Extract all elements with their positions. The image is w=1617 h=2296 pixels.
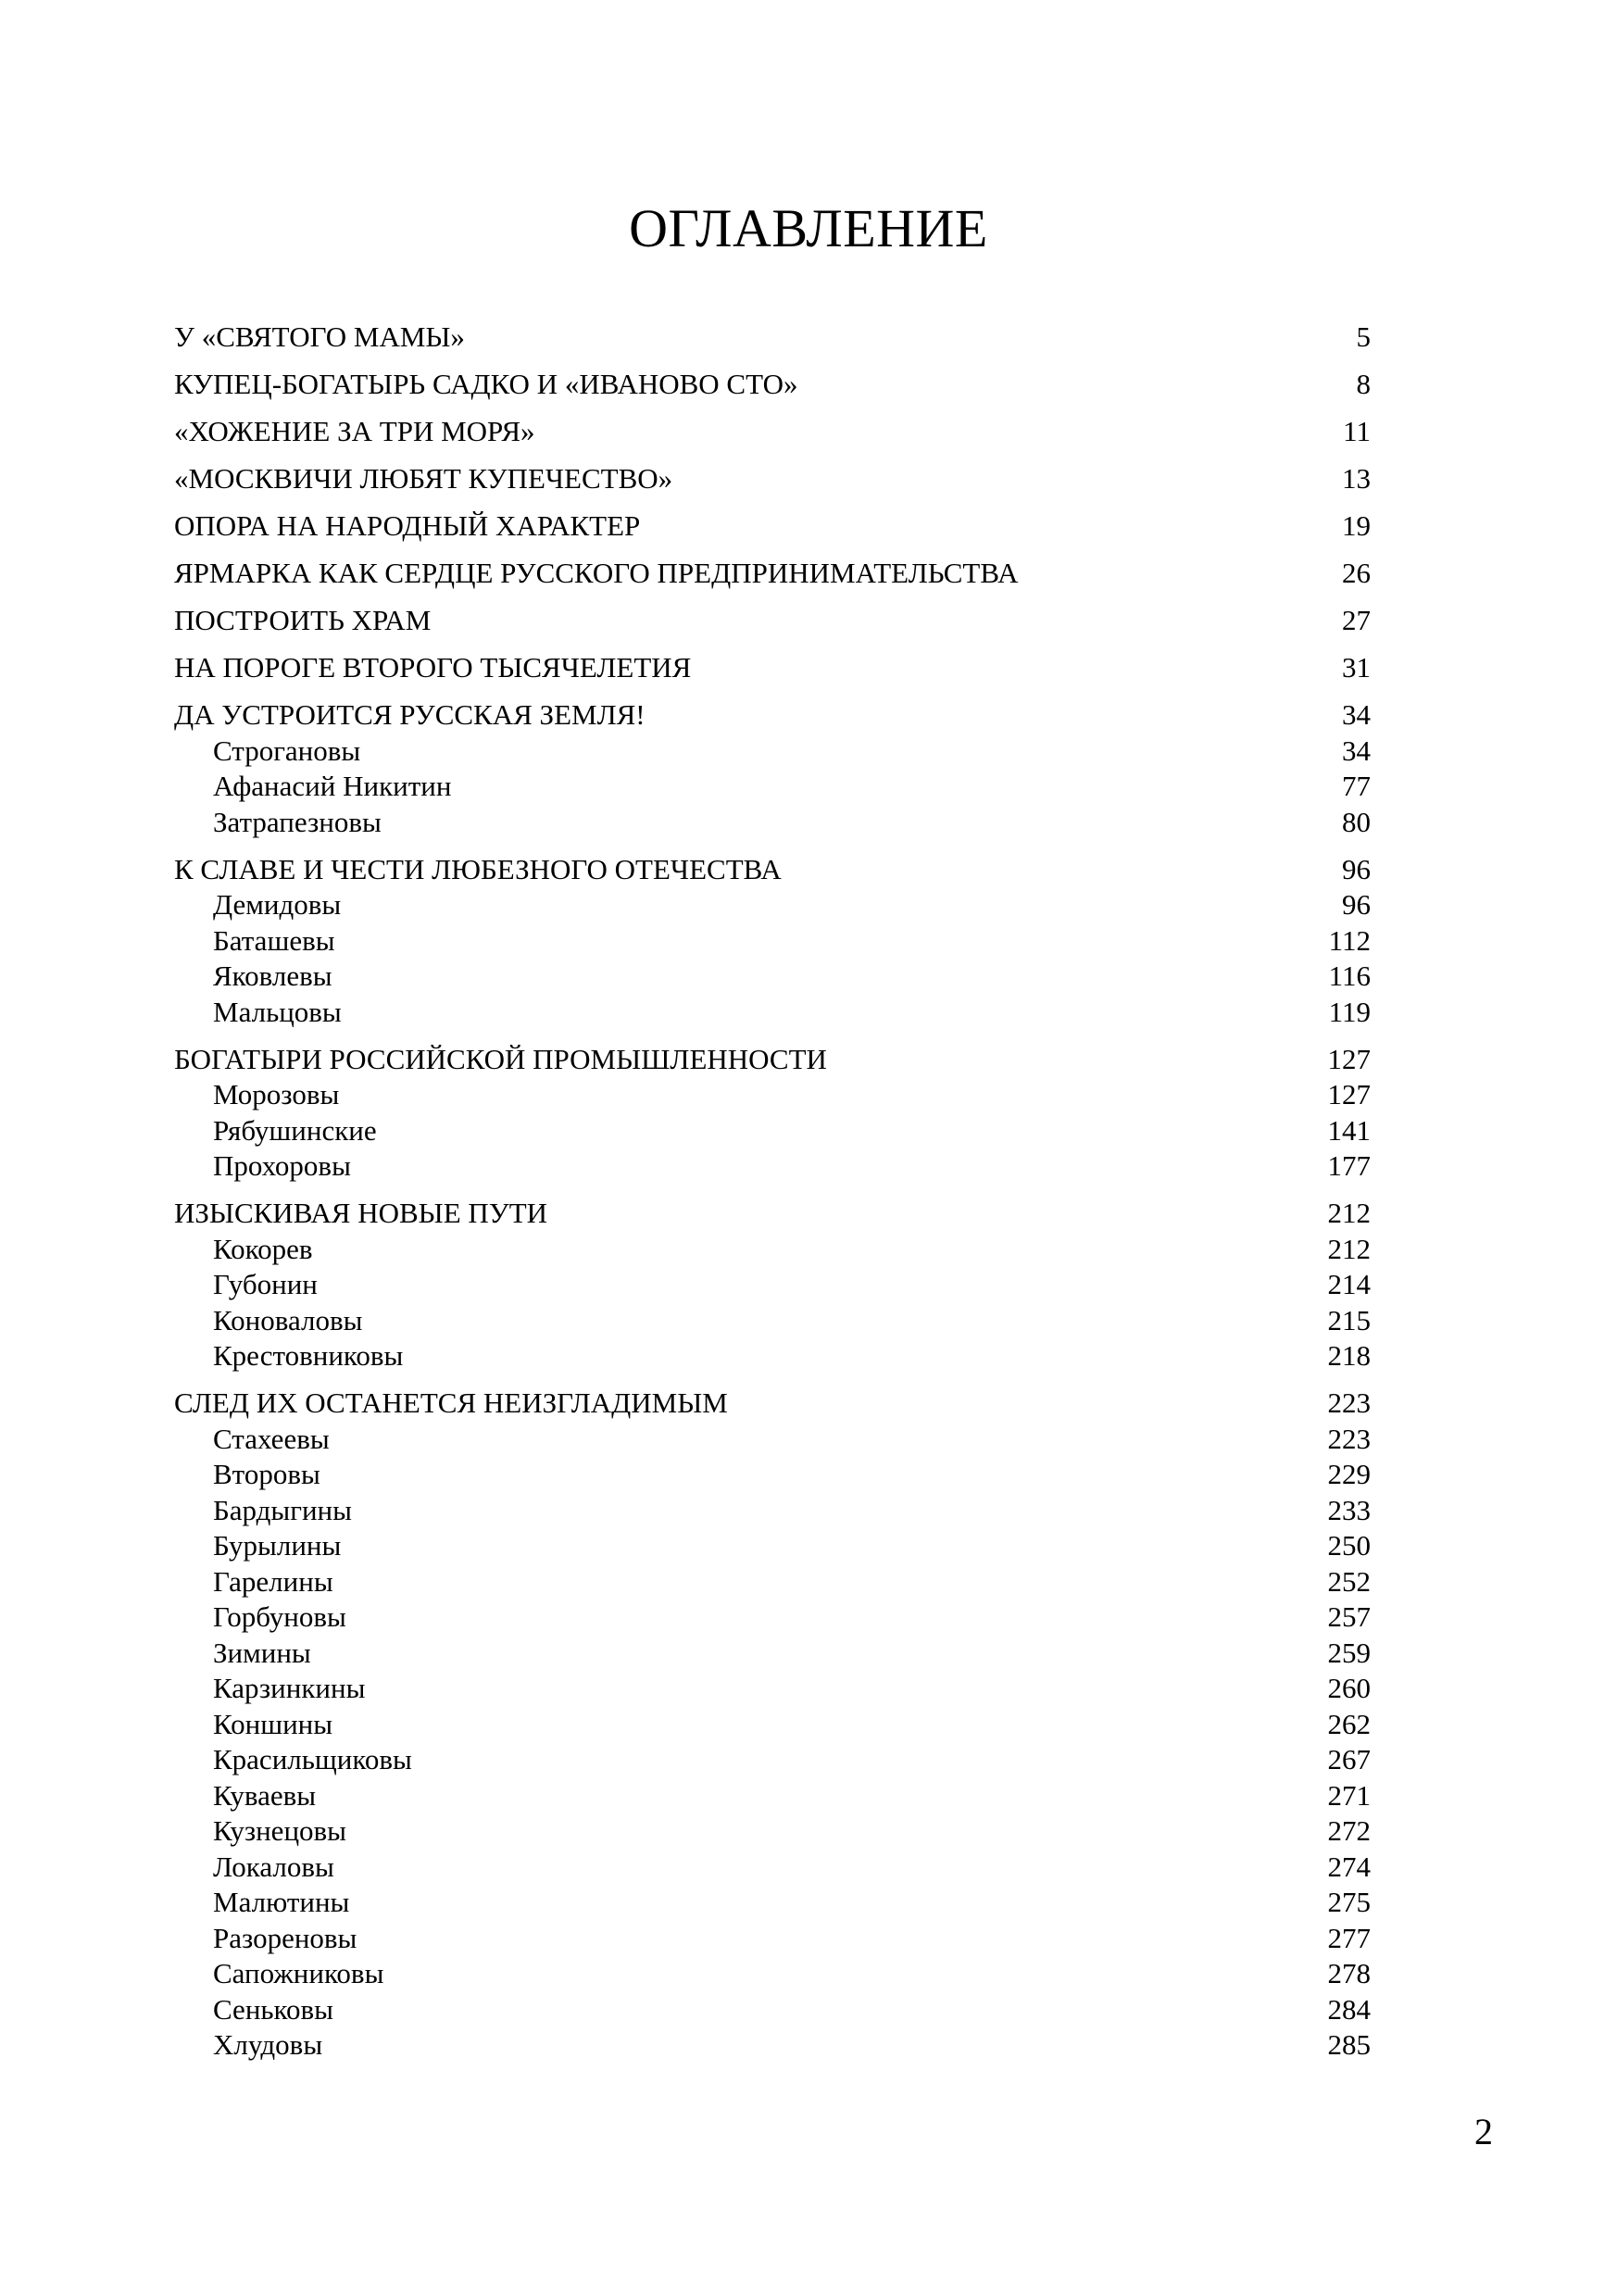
toc-subentry[interactable]: [174, 959, 1371, 995]
toc-chapter[interactable]: [174, 414, 1371, 450]
toc-subentry[interactable]: [174, 1422, 1371, 1458]
toc-chapter-page: 8: [1356, 368, 1371, 400]
toc-chapter-title: ДА УСТРОИТСЯ РУССКАЯ ЗЕМЛЯ!: [174, 698, 646, 731]
toc-chapter-page: 11: [1343, 415, 1371, 447]
toc-subentry-page: 214: [1327, 1268, 1371, 1300]
toc-subentry-title: Кузнецовы: [213, 1814, 346, 1847]
toc-subentry-title: Сеньковы: [213, 1992, 333, 2026]
toc-subentry-title: Строгановы: [213, 734, 361, 767]
toc-subentry-title: Малютины: [213, 1886, 350, 1918]
toc-subentry[interactable]: [174, 887, 1371, 923]
page-number: 2: [1474, 2111, 1493, 2152]
toc-subentry-title: Губонин: [213, 1268, 318, 1300]
toc-subentry-title: Баташевы: [213, 923, 335, 957]
toc-subentry[interactable]: [174, 734, 1371, 770]
toc-subentry-page: 267: [1327, 1743, 1371, 1775]
toc-subentry-title: Рябушинские: [213, 1113, 377, 1147]
toc-chapter[interactable]: [174, 1042, 1371, 1078]
toc-chapter-title: ИЗЫСКИВАЯ НОВЫЕ ПУТИ: [174, 1197, 548, 1229]
toc-subentry[interactable]: [174, 1303, 1371, 1339]
toc-subentry-page: 257: [1327, 1600, 1371, 1633]
toc-chapter-title: «ХОЖЕНИЕ ЗА ТРИ МОРЯ»: [174, 415, 535, 447]
toc-subentry-title: Прохоровы: [213, 1149, 351, 1182]
toc-subentry[interactable]: [174, 1636, 1371, 1672]
toc-chapter[interactable]: [174, 461, 1371, 497]
toc-subentry-page: 116: [1328, 960, 1371, 992]
table-of-contents: [174, 320, 1371, 2064]
toc-chapter-title: НА ПОРОГЕ ВТОРОГО ТЫСЯЧЕЛЕТИЯ: [174, 651, 692, 684]
toc-subentry[interactable]: [174, 1707, 1371, 1743]
toc-subentry-page: 77: [1342, 770, 1371, 802]
toc-subentry-page: 250: [1327, 1529, 1371, 1562]
toc-subentry-page: 177: [1327, 1149, 1371, 1182]
toc-chapter-title: КУПЕЦ-БОГАТЫРЬ САДКО И «ИВАНОВО СТО»: [174, 368, 798, 400]
toc-chapter[interactable]: [174, 1196, 1371, 1232]
toc-subentry[interactable]: [174, 1778, 1371, 1814]
toc-chapter-page: 223: [1327, 1386, 1371, 1419]
toc-subentry-title: Второвы: [213, 1458, 320, 1490]
toc-subentry[interactable]: [174, 1921, 1371, 1957]
toc-subentry-page: 229: [1327, 1458, 1371, 1490]
toc-chapter-title: БОГАТЫРИ РОССИЙСКОЙ ПРОМЫШЛЕННОСТИ: [174, 1042, 827, 1075]
toc-subentry-title: Мальцовы: [213, 995, 342, 1028]
toc-subentry-page: 233: [1327, 1493, 1371, 1526]
toc-subentry[interactable]: [174, 1885, 1371, 1921]
toc-subentry-title: Яковлевы: [213, 960, 332, 992]
toc-subentry-page: 285: [1327, 2028, 1371, 2061]
toc-subentry-title: Разореновы: [213, 1921, 357, 1954]
toc-subentry-title: Хлудовы: [213, 2028, 323, 2061]
toc-subentry[interactable]: [174, 1671, 1371, 1707]
toc-subentry[interactable]: [174, 1992, 1371, 2028]
toc-chapter-page: 5: [1356, 320, 1371, 353]
toc-subentry-page: 252: [1327, 1564, 1371, 1598]
toc-subentry[interactable]: [174, 1528, 1371, 1564]
toc-chapter[interactable]: [174, 556, 1371, 592]
toc-subentry[interactable]: [174, 1813, 1371, 1850]
toc-chapter-page: 212: [1327, 1197, 1371, 1229]
toc-subentry[interactable]: [174, 1113, 1371, 1149]
toc-subentry-page: 284: [1327, 1992, 1371, 2026]
toc-chapter[interactable]: [174, 367, 1371, 403]
toc-subentry-page: 96: [1342, 888, 1371, 921]
toc-subentry[interactable]: [174, 2027, 1371, 2064]
toc-subentry-page: 119: [1328, 995, 1371, 1028]
toc-subentry-page: 34: [1342, 734, 1371, 767]
toc-subentry-title: Демидовы: [213, 888, 342, 921]
toc-subentry-title: Гарелины: [213, 1564, 333, 1598]
toc-subentry[interactable]: [174, 769, 1371, 805]
toc-subentry-page: 212: [1327, 1232, 1371, 1265]
toc-subentry-title: Сапожниковы: [213, 1957, 384, 1989]
toc-subentry-page: 215: [1327, 1303, 1371, 1336]
toc-chapter-page: 26: [1342, 557, 1371, 589]
toc-chapter-title: К СЛАВЕ И ЧЕСТИ ЛЮБЕЗНОГО ОТЕЧЕСТВА: [174, 852, 782, 885]
toc-subentry[interactable]: [174, 1077, 1371, 1113]
toc-subentry[interactable]: [174, 1232, 1371, 1268]
toc-subentry[interactable]: [174, 923, 1371, 960]
toc-subentry-title: Крестовниковы: [213, 1339, 404, 1372]
toc-chapter[interactable]: [174, 603, 1371, 639]
toc-subentry-page: 112: [1328, 923, 1371, 957]
toc-chapter-title: СЛЕД ИХ ОСТАНЕТСЯ НЕИЗГЛАДИМЫМ: [174, 1386, 728, 1419]
toc-chapter-title: ОПОРА НА НАРОДНЫЙ ХАРАКТЕР: [174, 509, 641, 542]
toc-chapter-title: «МОСКВИЧИ ЛЮБЯТ КУПЕЧЕСТВО»: [174, 462, 673, 495]
toc-chapter[interactable]: [174, 320, 1371, 356]
toc-subentry-title: Коноваловы: [213, 1303, 363, 1336]
toc-chapter[interactable]: [174, 1386, 1371, 1422]
toc-subentry-page: 271: [1327, 1778, 1371, 1812]
toc-subentry-page: 275: [1327, 1886, 1371, 1918]
toc-chapter-page: 13: [1342, 462, 1371, 495]
toc-subentry[interactable]: [174, 1267, 1371, 1303]
toc-subentry[interactable]: [174, 1493, 1371, 1529]
toc-subentry-title: Афанасий Никитин: [213, 770, 452, 802]
toc-subentry-title: Красильщиковы: [213, 1743, 412, 1775]
toc-subentry[interactable]: [174, 1742, 1371, 1778]
toc-subentry-title: Зимины: [213, 1636, 311, 1669]
toc-subentry-title: Карзинкины: [213, 1672, 366, 1704]
toc-subentry-title: Бурылины: [213, 1529, 342, 1562]
toc-subentry-page: 218: [1327, 1339, 1371, 1372]
toc-subentry-title: Кокорев: [213, 1232, 313, 1265]
toc-subentry-page: 260: [1327, 1672, 1371, 1704]
toc-subentry[interactable]: [174, 1956, 1371, 1992]
toc-subentry-page: 127: [1327, 1078, 1371, 1110]
toc-subentry-page: 259: [1327, 1636, 1371, 1669]
toc-subentry-page: 262: [1327, 1707, 1371, 1740]
toc-subentry-title: Стахеевы: [213, 1422, 330, 1455]
toc-chapter-page: 34: [1342, 698, 1371, 731]
toc-subentry-page: 274: [1327, 1850, 1371, 1883]
toc-subentry-page: 278: [1327, 1957, 1371, 1989]
toc-chapter[interactable]: [174, 852, 1371, 888]
toc-subentry[interactable]: [174, 1564, 1371, 1600]
toc-chapter[interactable]: [174, 508, 1371, 545]
toc-chapter-title: У «СВЯТОГО МАМЫ»: [174, 320, 465, 353]
toc-subentry[interactable]: [174, 805, 1371, 841]
toc-chapter-page: 96: [1342, 852, 1371, 885]
toc-chapter-title: ЯРМАРКА КАК СЕРДЦЕ РУССКОГО ПРЕДПРИНИМАТЕЛЬСТВА: [174, 557, 1019, 589]
toc-subentry-page: 141: [1327, 1113, 1371, 1147]
toc-chapter-page: 19: [1342, 509, 1371, 542]
toc-subentry-page: 80: [1342, 805, 1371, 838]
toc-subentry[interactable]: [174, 1148, 1371, 1185]
toc-subentry[interactable]: [174, 995, 1371, 1031]
toc-subentry-page: 277: [1327, 1921, 1371, 1954]
toc-chapter-page: 27: [1342, 604, 1371, 636]
toc-subentry[interactable]: [174, 1338, 1371, 1374]
toc-subentry-page: 272: [1327, 1814, 1371, 1847]
toc-subentry-title: Локаловы: [213, 1850, 334, 1883]
toc-chapter[interactable]: [174, 697, 1371, 734]
toc-subentry[interactable]: [174, 1600, 1371, 1636]
toc-subentry-title: Морозовы: [213, 1078, 340, 1110]
toc-chapter[interactable]: [174, 650, 1371, 686]
toc-subentry-title: Горбуновы: [213, 1600, 346, 1633]
toc-subentry[interactable]: [174, 1457, 1371, 1493]
toc-subentry-title: Коншины: [213, 1707, 333, 1740]
toc-subentry-page: 223: [1327, 1422, 1371, 1455]
toc-subentry[interactable]: [174, 1850, 1371, 1886]
toc-subentry-title: Куваевы: [213, 1778, 317, 1812]
page-title: ОГЛАВЛЕНИЕ: [629, 198, 988, 258]
toc-subentry-title: Бардыгины: [213, 1493, 352, 1526]
toc-subentry-title: Затрапезновы: [213, 805, 382, 838]
toc-chapter-page: 31: [1342, 651, 1371, 684]
toc-chapter-page: 127: [1327, 1042, 1371, 1075]
toc-chapter-title: ПОСТРОИТЬ ХРАМ: [174, 604, 432, 636]
